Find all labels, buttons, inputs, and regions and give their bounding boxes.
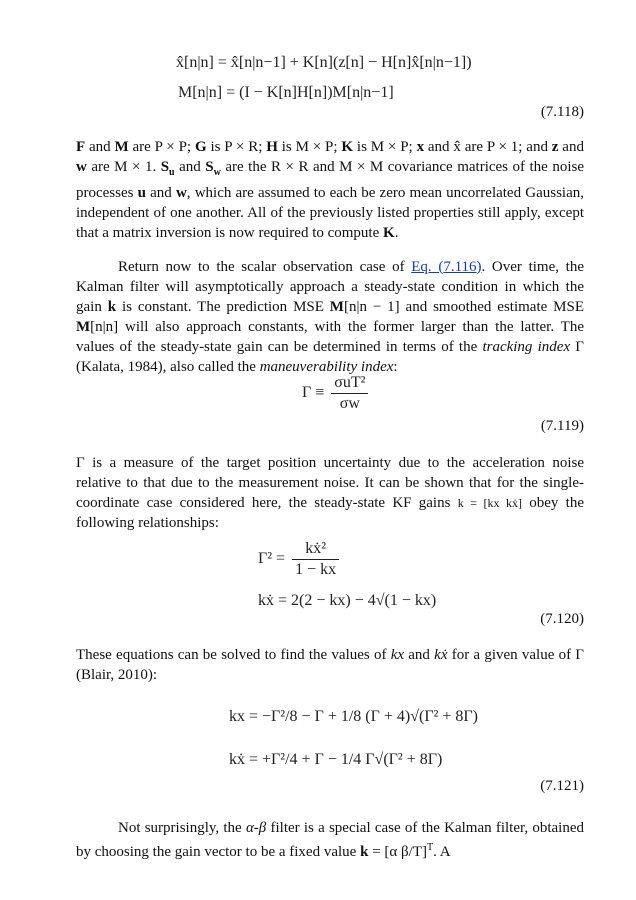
equation-7-118-line1: x̂[n|n] = x̂[n|n−1] + K[n](z[n] − H[n]x̂[n|n−1]): [176, 54, 472, 71]
equation-7-118-line2: M[n|n] = (I − K[n]H[n])M[n|n−1]: [178, 84, 394, 101]
paragraph-matrix-dimensions: F and M are P × P; G is P × R; H is M × P; K is M × P; x and x̂ are P × 1; and z and w are M × 1. $S_u$ and $S_w$ are the R × R and M × M covariance matrices of the noise processes u and w, which are assumed to each be zero mean uncorrelated Gaussian, independent of one another. All of the previously listed properties still apply, except that a matrix inversion is now required to compute K.: [76, 139, 584, 241]
equation-number-7-118: (7.118): [540, 104, 584, 120]
paragraph-steady-state: Return now to the scalar observation case of Eq. (7.116). Over time, the Kalman filter will asymptotically approach a steady-state condition in which the gain k is constant. The prediction MSE M[n|n − 1] and smoothed estimate MSE M[n|n] will also approach constants, with the former larger than the latter. The values of the steady-state gain can be determined in terms of the tracking index Γ (Kalata, 1984), also called the maneuverability index:: [76, 259, 585, 375]
equation-7-121-line2: kẋ = +Γ²/4 + Γ − 1/4 Γ√(Γ² + 8Γ): [229, 751, 443, 768]
equation-7-120-line2: kẋ = 2(2 − kx) − 4√(1 − kx): [258, 592, 437, 609]
equation-link-7-116[interactable]: Eq. (7.116): [411, 259, 482, 275]
paragraph-solve-gains: These equations can be solved to find the values of kx and kẋ for a given value of Γ (Blair, 2010):: [76, 647, 584, 683]
paragraph-alpha-beta: Not surprisingly, the α-β filter is a special case of the Kalman filter, obtained by choosing the gain vector to be a fixed value k = [α β/T]$^T$. A: [76, 820, 584, 860]
equation-7-120-line1: Γ² = $\frac{\text{kẋ²}}{1 - kx}$: [258, 540, 342, 579]
paragraph-tracking-index: Γ is a measure of the target position uncertainty due to the acceleration noise relative to that due to the measurement noise. It can be shown that for the single-coordinate case considered here, the steady-state KF gains k = [kx kẋ] obey the following relationships:: [76, 455, 585, 531]
equation-number-7-119: (7.119): [540, 418, 584, 434]
equation-7-121-line1: kx = −Γ²/8 − Γ + 1/8 (Γ + 4)√(Γ² + 8Γ): [229, 708, 478, 725]
equation-number-7-120: (7.120): [540, 611, 584, 627]
equation-7-119: Γ ≡ $\frac{\text{σuT²}}{\sigma w}$: [302, 374, 371, 413]
equation-number-7-121: (7.121): [540, 778, 584, 794]
